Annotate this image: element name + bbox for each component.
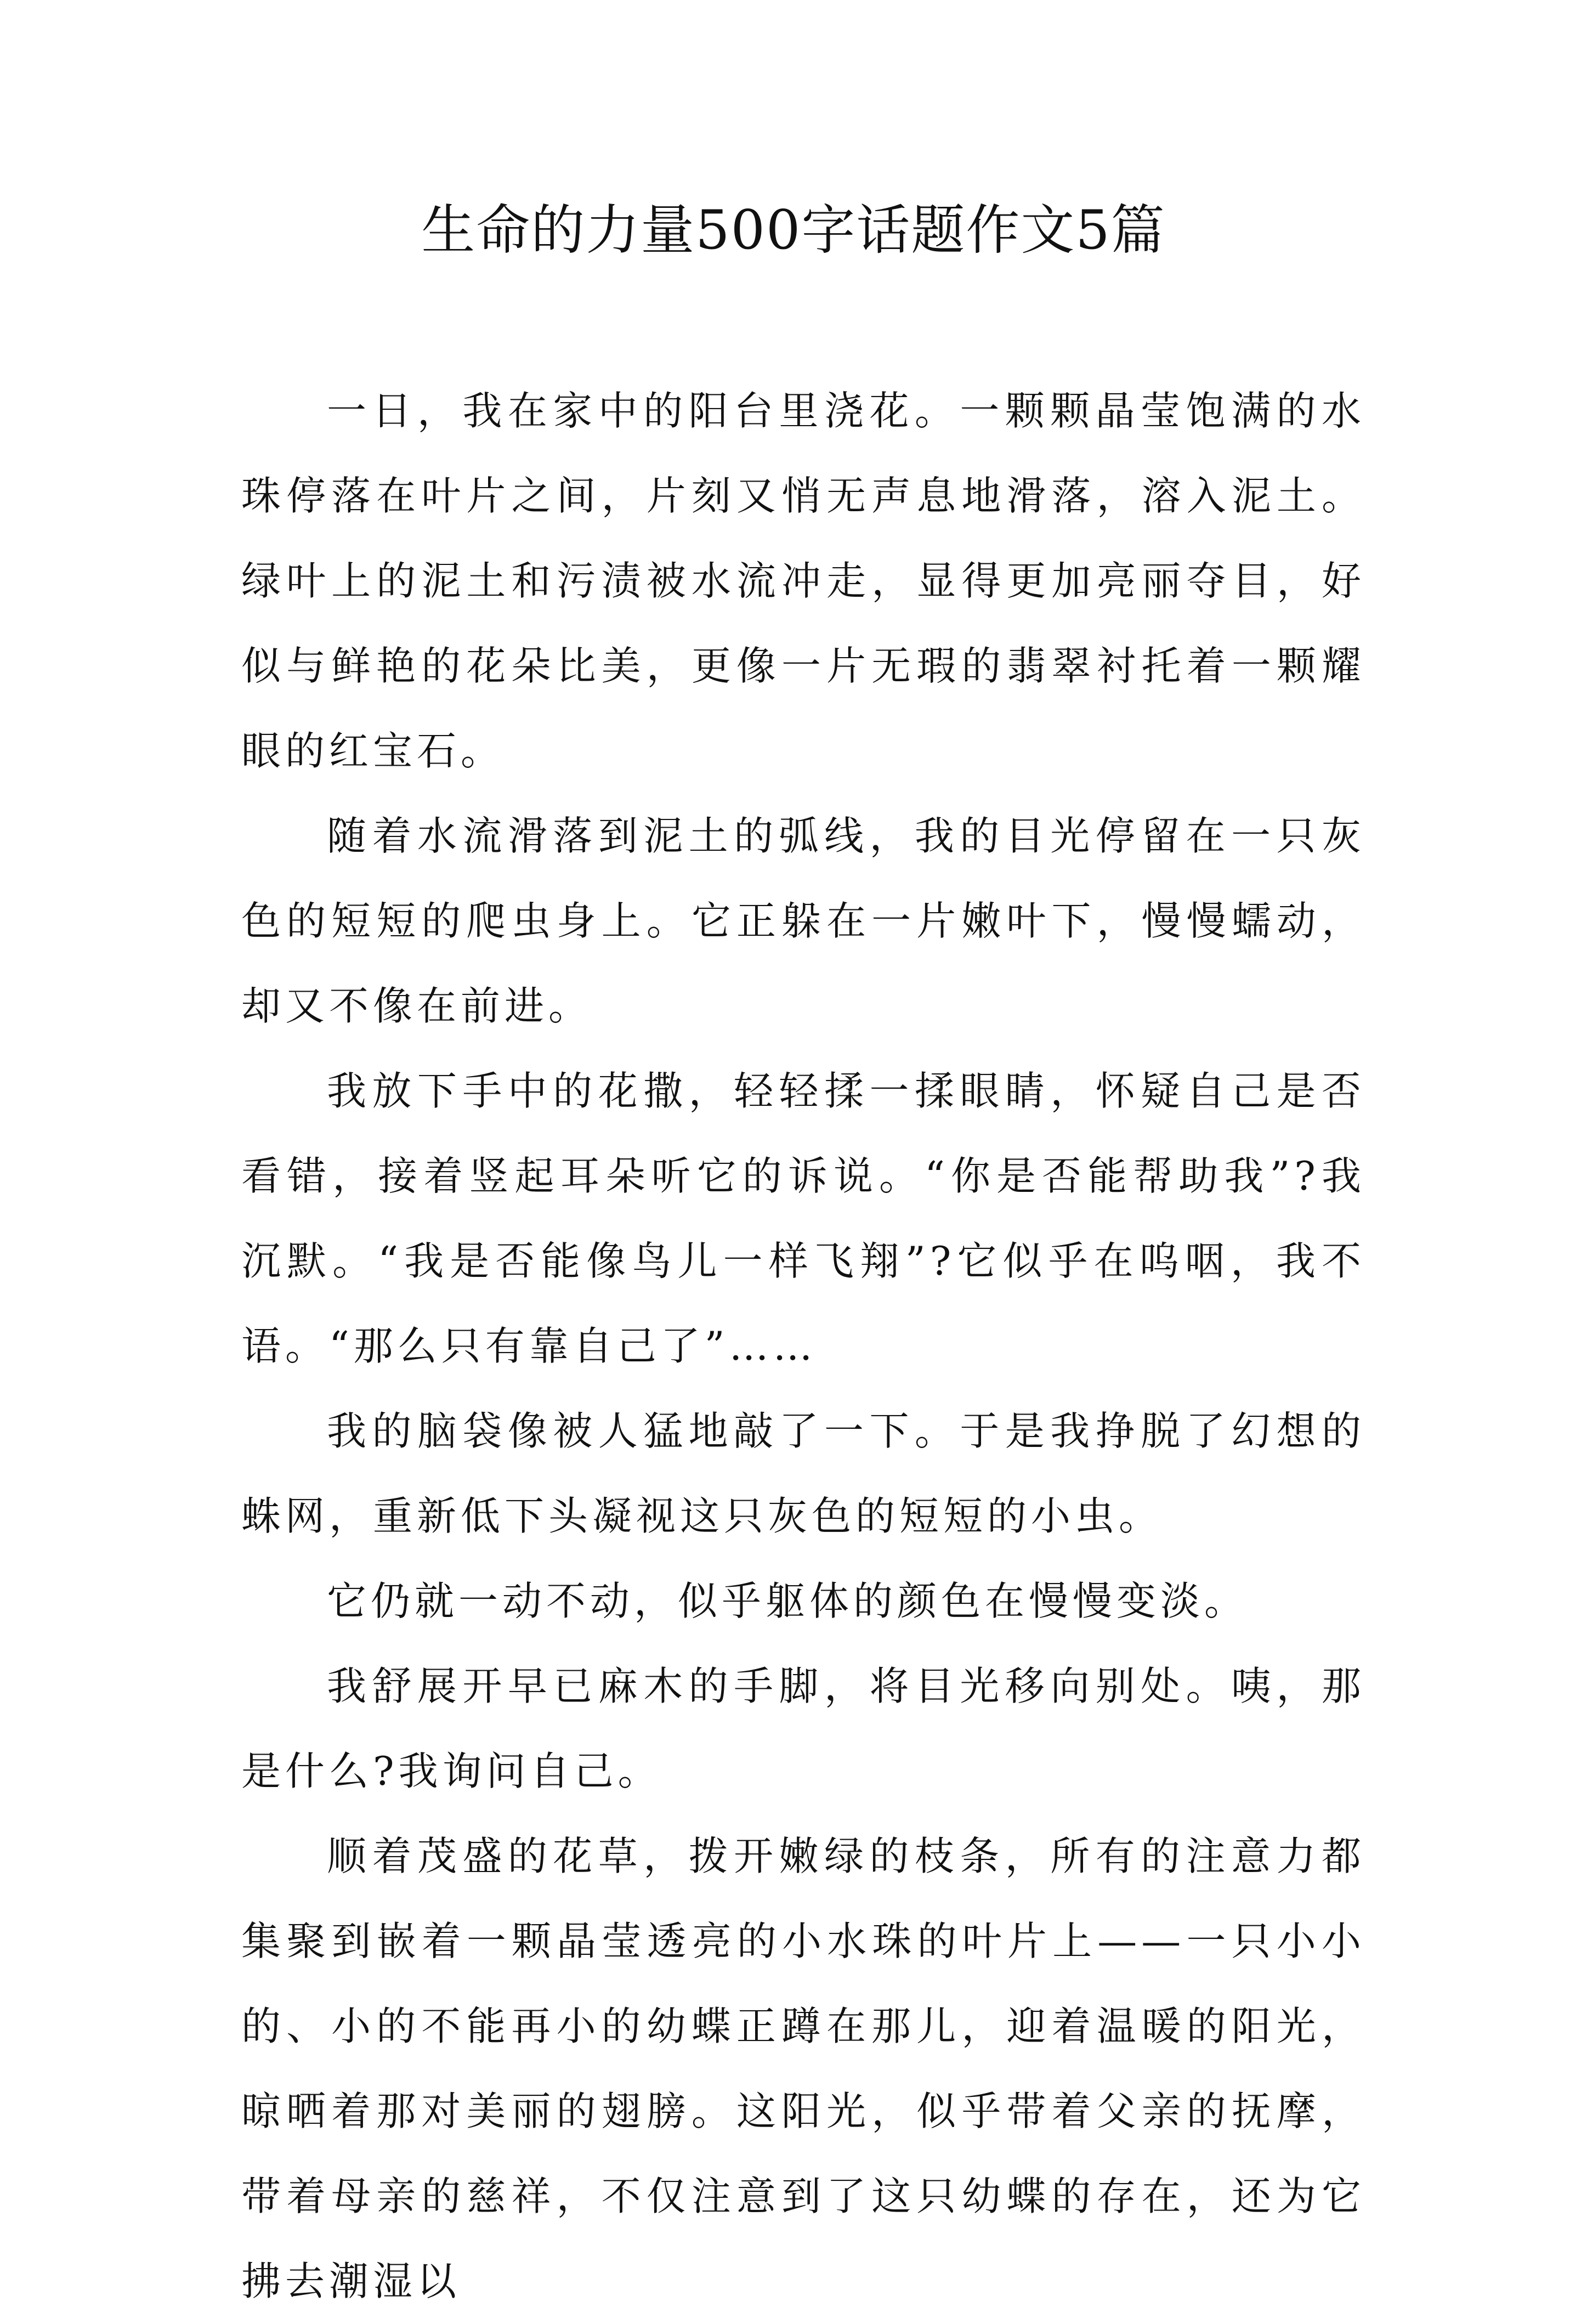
paragraph: 它仍就一动不动，似乎躯体的颜色在慢慢变淡。	[327, 1578, 1249, 1624]
paragraph: 我的脑袋像被人猛地敲了一下。于是我挣脱了幻想的蛛网，重新低下头凝视这只灰色的短短的小虫。	[241, 1408, 1365, 1539]
document-body	[241, 369, 1365, 2324]
paragraph: 一日，我在家中的阳台里浇花。一颗颗晶莹饱满的水珠停落在叶片之间，片刻又悄无声息地滑落，溶入泥土。绿叶上的泥土和污渍被水流冲走，显得更加亮丽夺目，好似与鲜艳的花朵比美，更像一片无瑕的翡翠衬托着一颗耀眼的红宝石。	[241, 388, 1365, 774]
paragraph: 我放下手中的花撒，轻轻揉一揉眼睛，怀疑自己是否看错，接着竖起耳朵听它的诉说。“你是否能帮助我”?我沉默。“我是否能像鸟儿一样飞翔”?它似乎在呜咽，我不语。“那么只有靠自己了”……	[241, 1068, 1365, 1369]
paragraph: 我舒展开早已麻木的手脚，将目光移向别处。咦，那是什么?我询问自己。	[241, 1663, 1365, 1794]
document-title: 生命的力量500字话题作文5篇	[421, 199, 1166, 262]
paragraph: 随着水流滑落到泥土的弧线，我的目光停留在一只灰色的短短的爬虫身上。它正躲在一片嫩叶下，慢慢蠕动，却又不像在前进。	[241, 813, 1365, 1029]
paragraph: 顺着茂盛的花草，拨开嫩绿的枝条，所有的注意力都集聚到嵌着一颗晶莹透亮的小水珠的叶片上——一只小小的、小的不能再小的幼蝶正蹲在那儿，迎着温暖的阳光，晾晒着那对美丽的翅膀。这阳光，似乎带着父亲的抚摩，带着母亲的慈祥，不仅注意到了这只幼蝶的存在，还为它拂去潮湿以	[241, 1833, 1365, 2304]
